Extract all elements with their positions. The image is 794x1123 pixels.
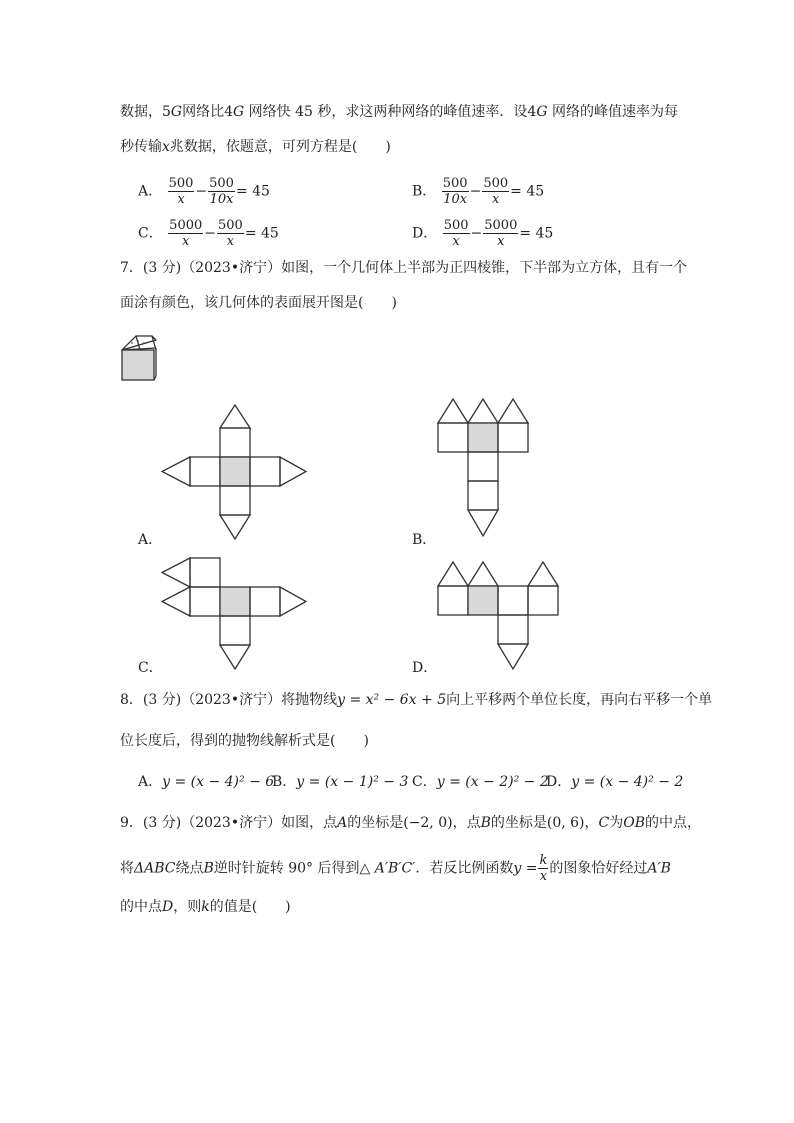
- net-a[interactable]: [160, 400, 310, 542]
- net-d-label: D．: [412, 660, 438, 676]
- net-b-label: B．: [412, 532, 437, 548]
- q9-stem-line2: 将ΔABC绕点B逆时针旋转 90° 后得到△ A′B′C′．若反比例函数y = $\frac{k}{x}$ 的图象恰好经过A′B: [120, 853, 671, 884]
- q6-option-d[interactable]: D． $\frac{500}{x}$ − $\frac{5000}{x}$ = 45: [412, 218, 554, 249]
- net-d[interactable]: [436, 560, 560, 672]
- q7-stem-line1: 7．(3 分)（2023•济宁）如图，一个几何体上半部为正四棱锥，下半部为立方体，且有一个: [120, 260, 688, 276]
- net-a-label: A．: [138, 532, 163, 548]
- net-b[interactable]: [436, 396, 530, 542]
- q6-stem-line1: 数据，5G网络比4G 网络快 45 秒，求这两种网络的峰值速率．设4G 网络的峰值速率为每: [120, 104, 678, 120]
- net-c[interactable]: [160, 556, 310, 672]
- q9-stem-line3: 的中点D，则k的值是( ): [120, 899, 291, 915]
- q6-option-c[interactable]: C． $\frac{5000}{x}$ − $\frac{500}{x}$ = 45: [138, 218, 279, 249]
- q8-option-a[interactable]: A．y = (x − 4)² − 6: [138, 774, 275, 790]
- q9-stem-line1: 9．(3 分)（2023•济宁）如图，点A的坐标是(−2, 0)，点B的坐标是(0, 6)，C为OB的中点，: [120, 815, 701, 831]
- q6-option-b[interactable]: B． $\frac{500}{10x}$ − $\frac{500}{x}$ = 45: [412, 176, 545, 207]
- q7-stem-line2: 面涂有颜色，该几何体的表面展开图是( ): [120, 295, 397, 311]
- q8-stem-line2: 位长度后，得到的抛物线解析式是( ): [120, 733, 369, 749]
- q8-option-b[interactable]: B．y = (x − 1)² − 3: [272, 774, 409, 790]
- net-c-label: C．: [138, 660, 163, 676]
- solid-figure: [118, 328, 168, 384]
- q8-option-d[interactable]: D．y = (x − 4)² − 2: [546, 774, 684, 790]
- q8-stem-line1: 8．(3 分)（2023•济宁）将抛物线y = x² − 6x + 5向上平移两个单位长度，再向右平移一个单: [120, 692, 713, 708]
- q8-option-c[interactable]: C．y = (x − 2)² − 2: [412, 774, 549, 790]
- q6-option-a[interactable]: A． $\frac{500}{x}$ − $\frac{500}{10x}$ = 45: [138, 176, 270, 207]
- q6-stem-line2: 秒传输x兆数据，依题意，可列方程是( ): [120, 139, 391, 155]
